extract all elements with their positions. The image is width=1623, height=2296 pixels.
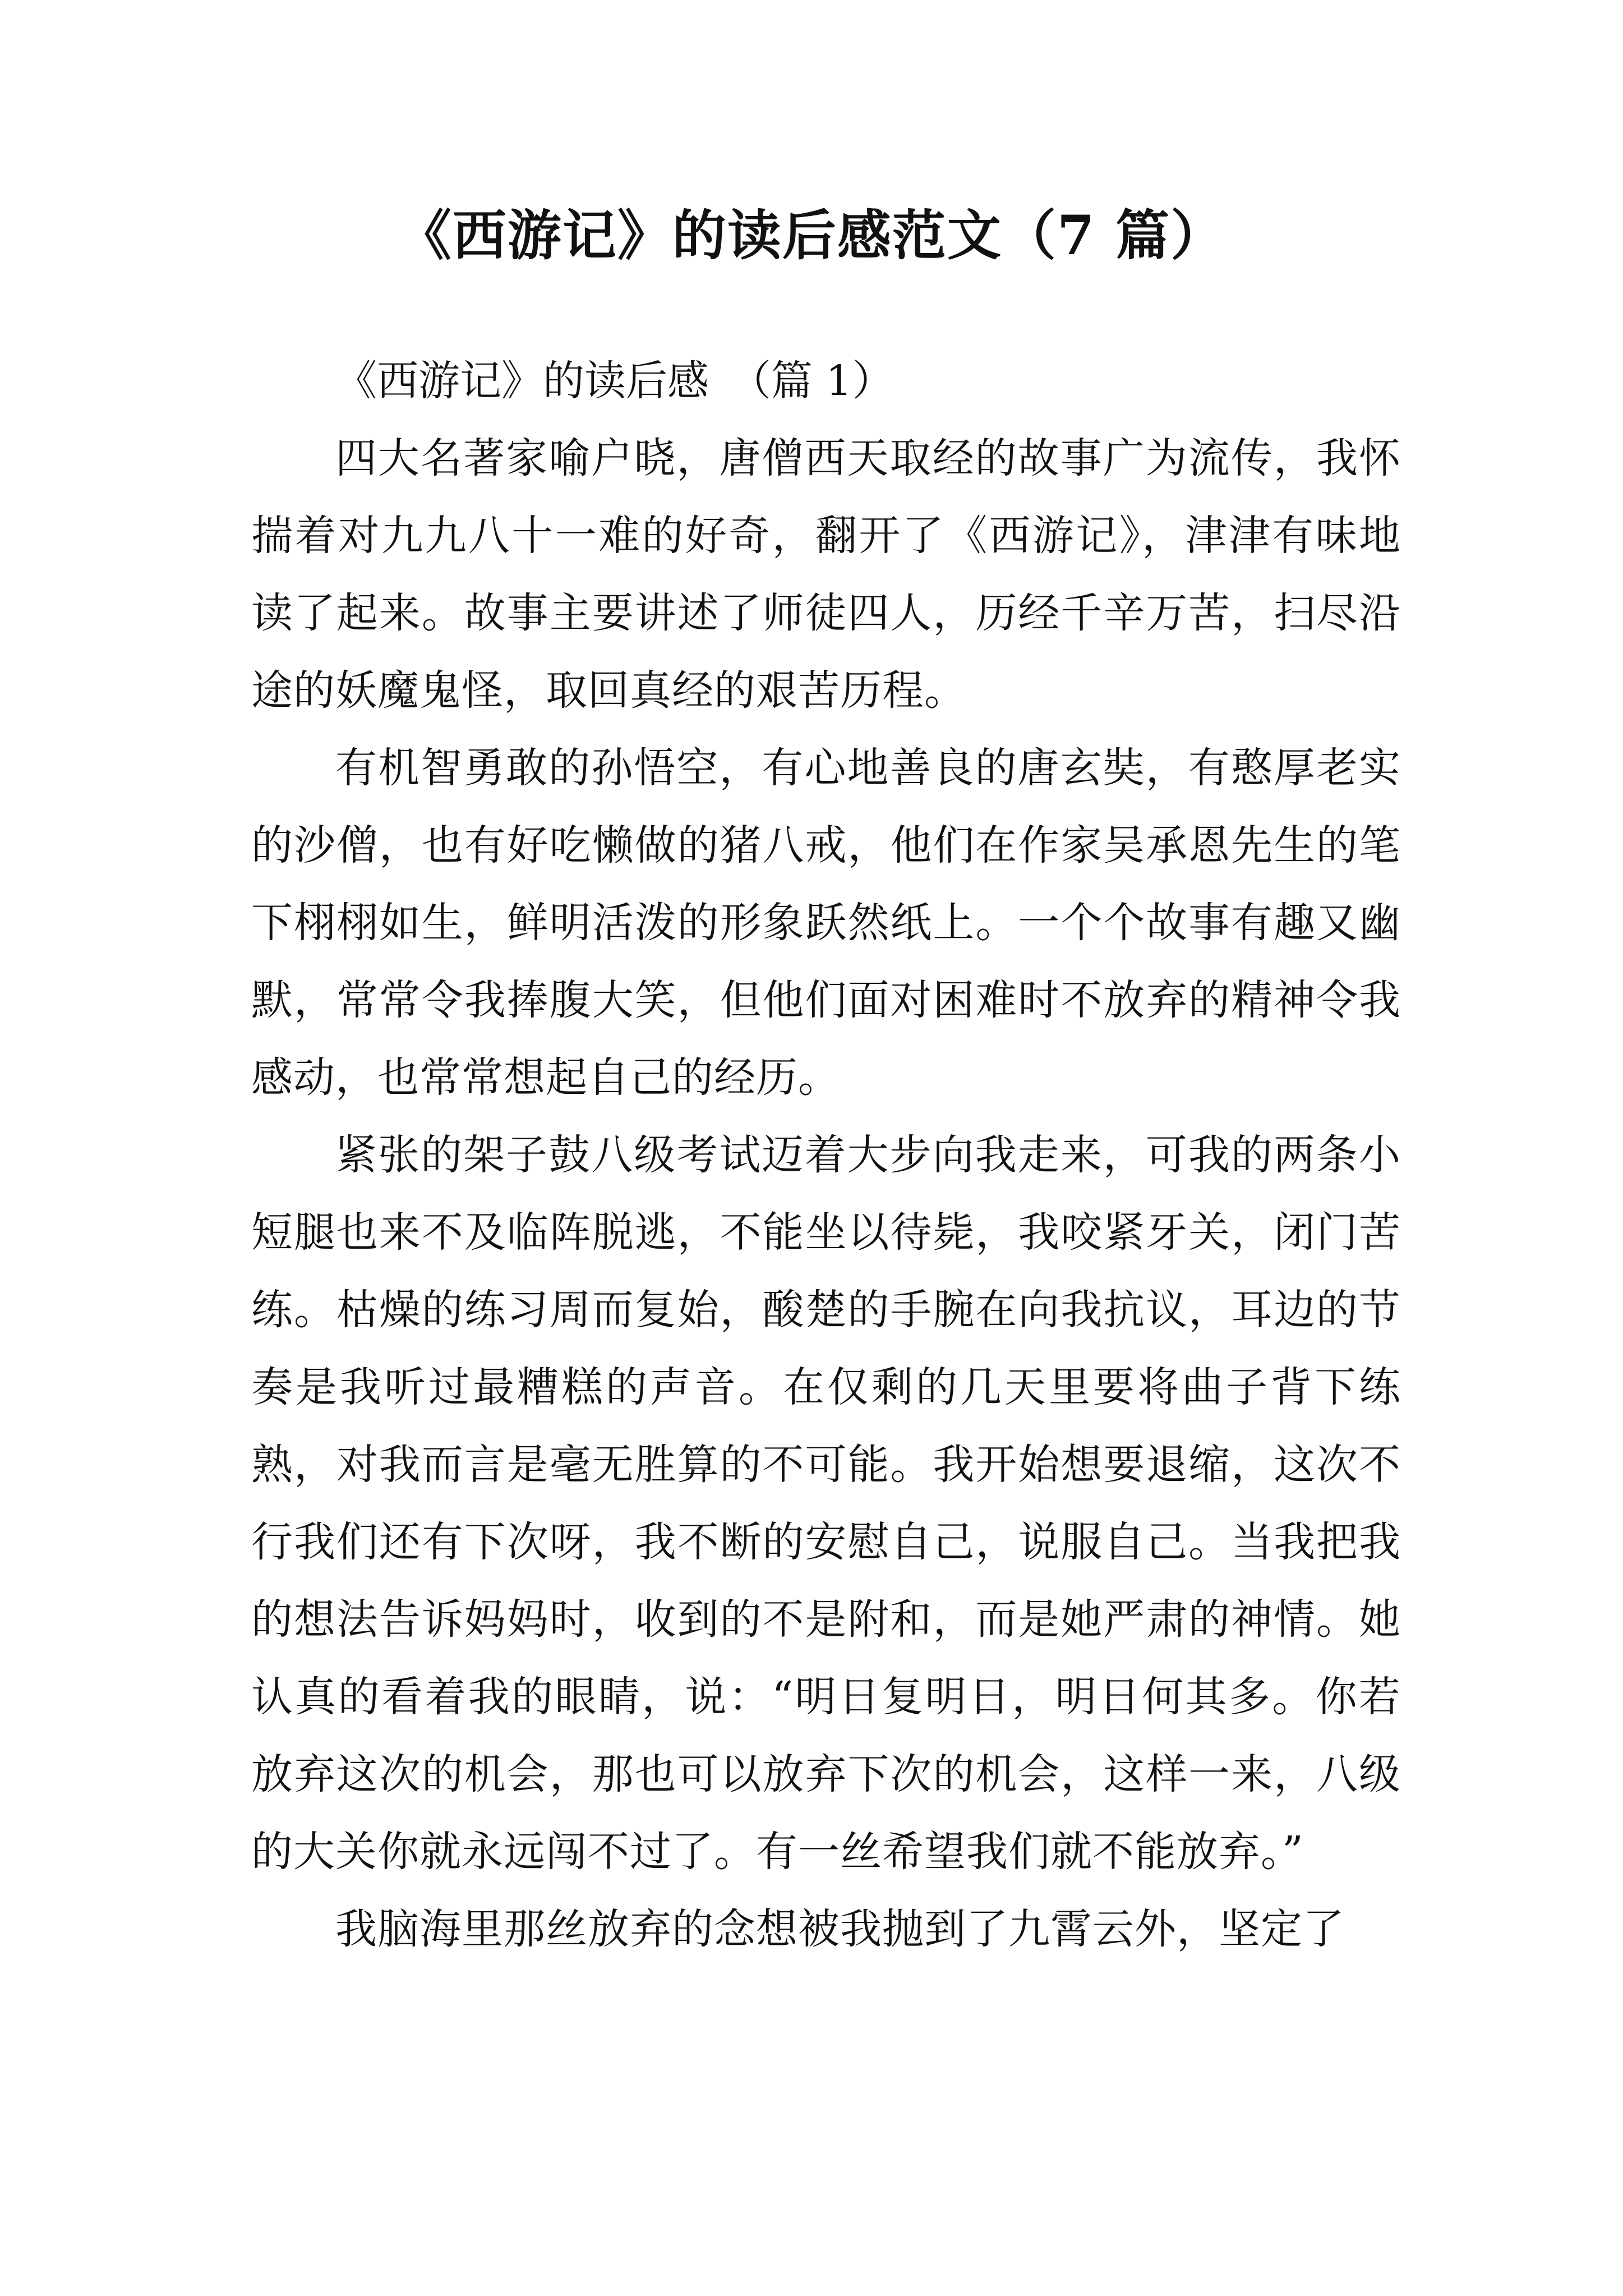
paragraph: 有机智勇敢的孙悟空，有心地善良的唐玄奘，有憨厚老实的沙僧，也有好吃懒做的猪八戒，他们在作家吴承恩先生的笔下栩栩如生，鲜明活泼的形象跃然纸上。一个个故事有趣又幽默，常常令我捧腹大笑，但他们面对困难时不放弃的精神令我感动，也常常想起自己的经历。 [251, 744, 1401, 1102]
document-title: 《西游记》的读后感范文（7 篇） [397, 204, 1226, 267]
paragraph: 我脑海里那丝放弃的念想被我抛到了九霄云外，坚定了 [335, 1905, 1345, 1953]
paragraph: 四大名著家喻户晓，唐僧西天取经的故事广为流传，我怀揣着对九九八十一难的好奇，翻开了《西游记》，津津有味地读了起来。故事主要讲述了师徒四人，历经千辛万苦，扫尽沿途的妖魔鬼怪，取回真经的艰苦历程。 [251, 434, 1401, 715]
section-heading: 《西游记》的读后感 （篇 1） [335, 357, 894, 405]
paragraph: 紧张的架子鼓八级考试迈着大步向我走来，可我的两条小短腿也来不及临阵脱逃，不能坐以待毙，我咬紧牙关，闭门苦练。枯燥的练习周而复始，酸楚的手腕在向我抗议，耳边的节奏是我听过最糟糕的声音。在仅剩的几天里要将曲子背下练熟，对我而言是毫无胜算的不可能。我开始想要退缩，这次不行我们还有下次呀，我不断的安慰自己，说服自己。当我把我的想法告诉妈妈时，收到的不是附和，而是她严肃的神情。她认真的看着我的眼睛，说：“明日复明日，明日何其多。你若放弃这次的机会，那也可以放弃下次的机会，这样一来，八级的大关你就永远闯不过了。有一丝希望我们就不能放弃。” [251, 1131, 1401, 1876]
document-body [251, 342, 1401, 1968]
